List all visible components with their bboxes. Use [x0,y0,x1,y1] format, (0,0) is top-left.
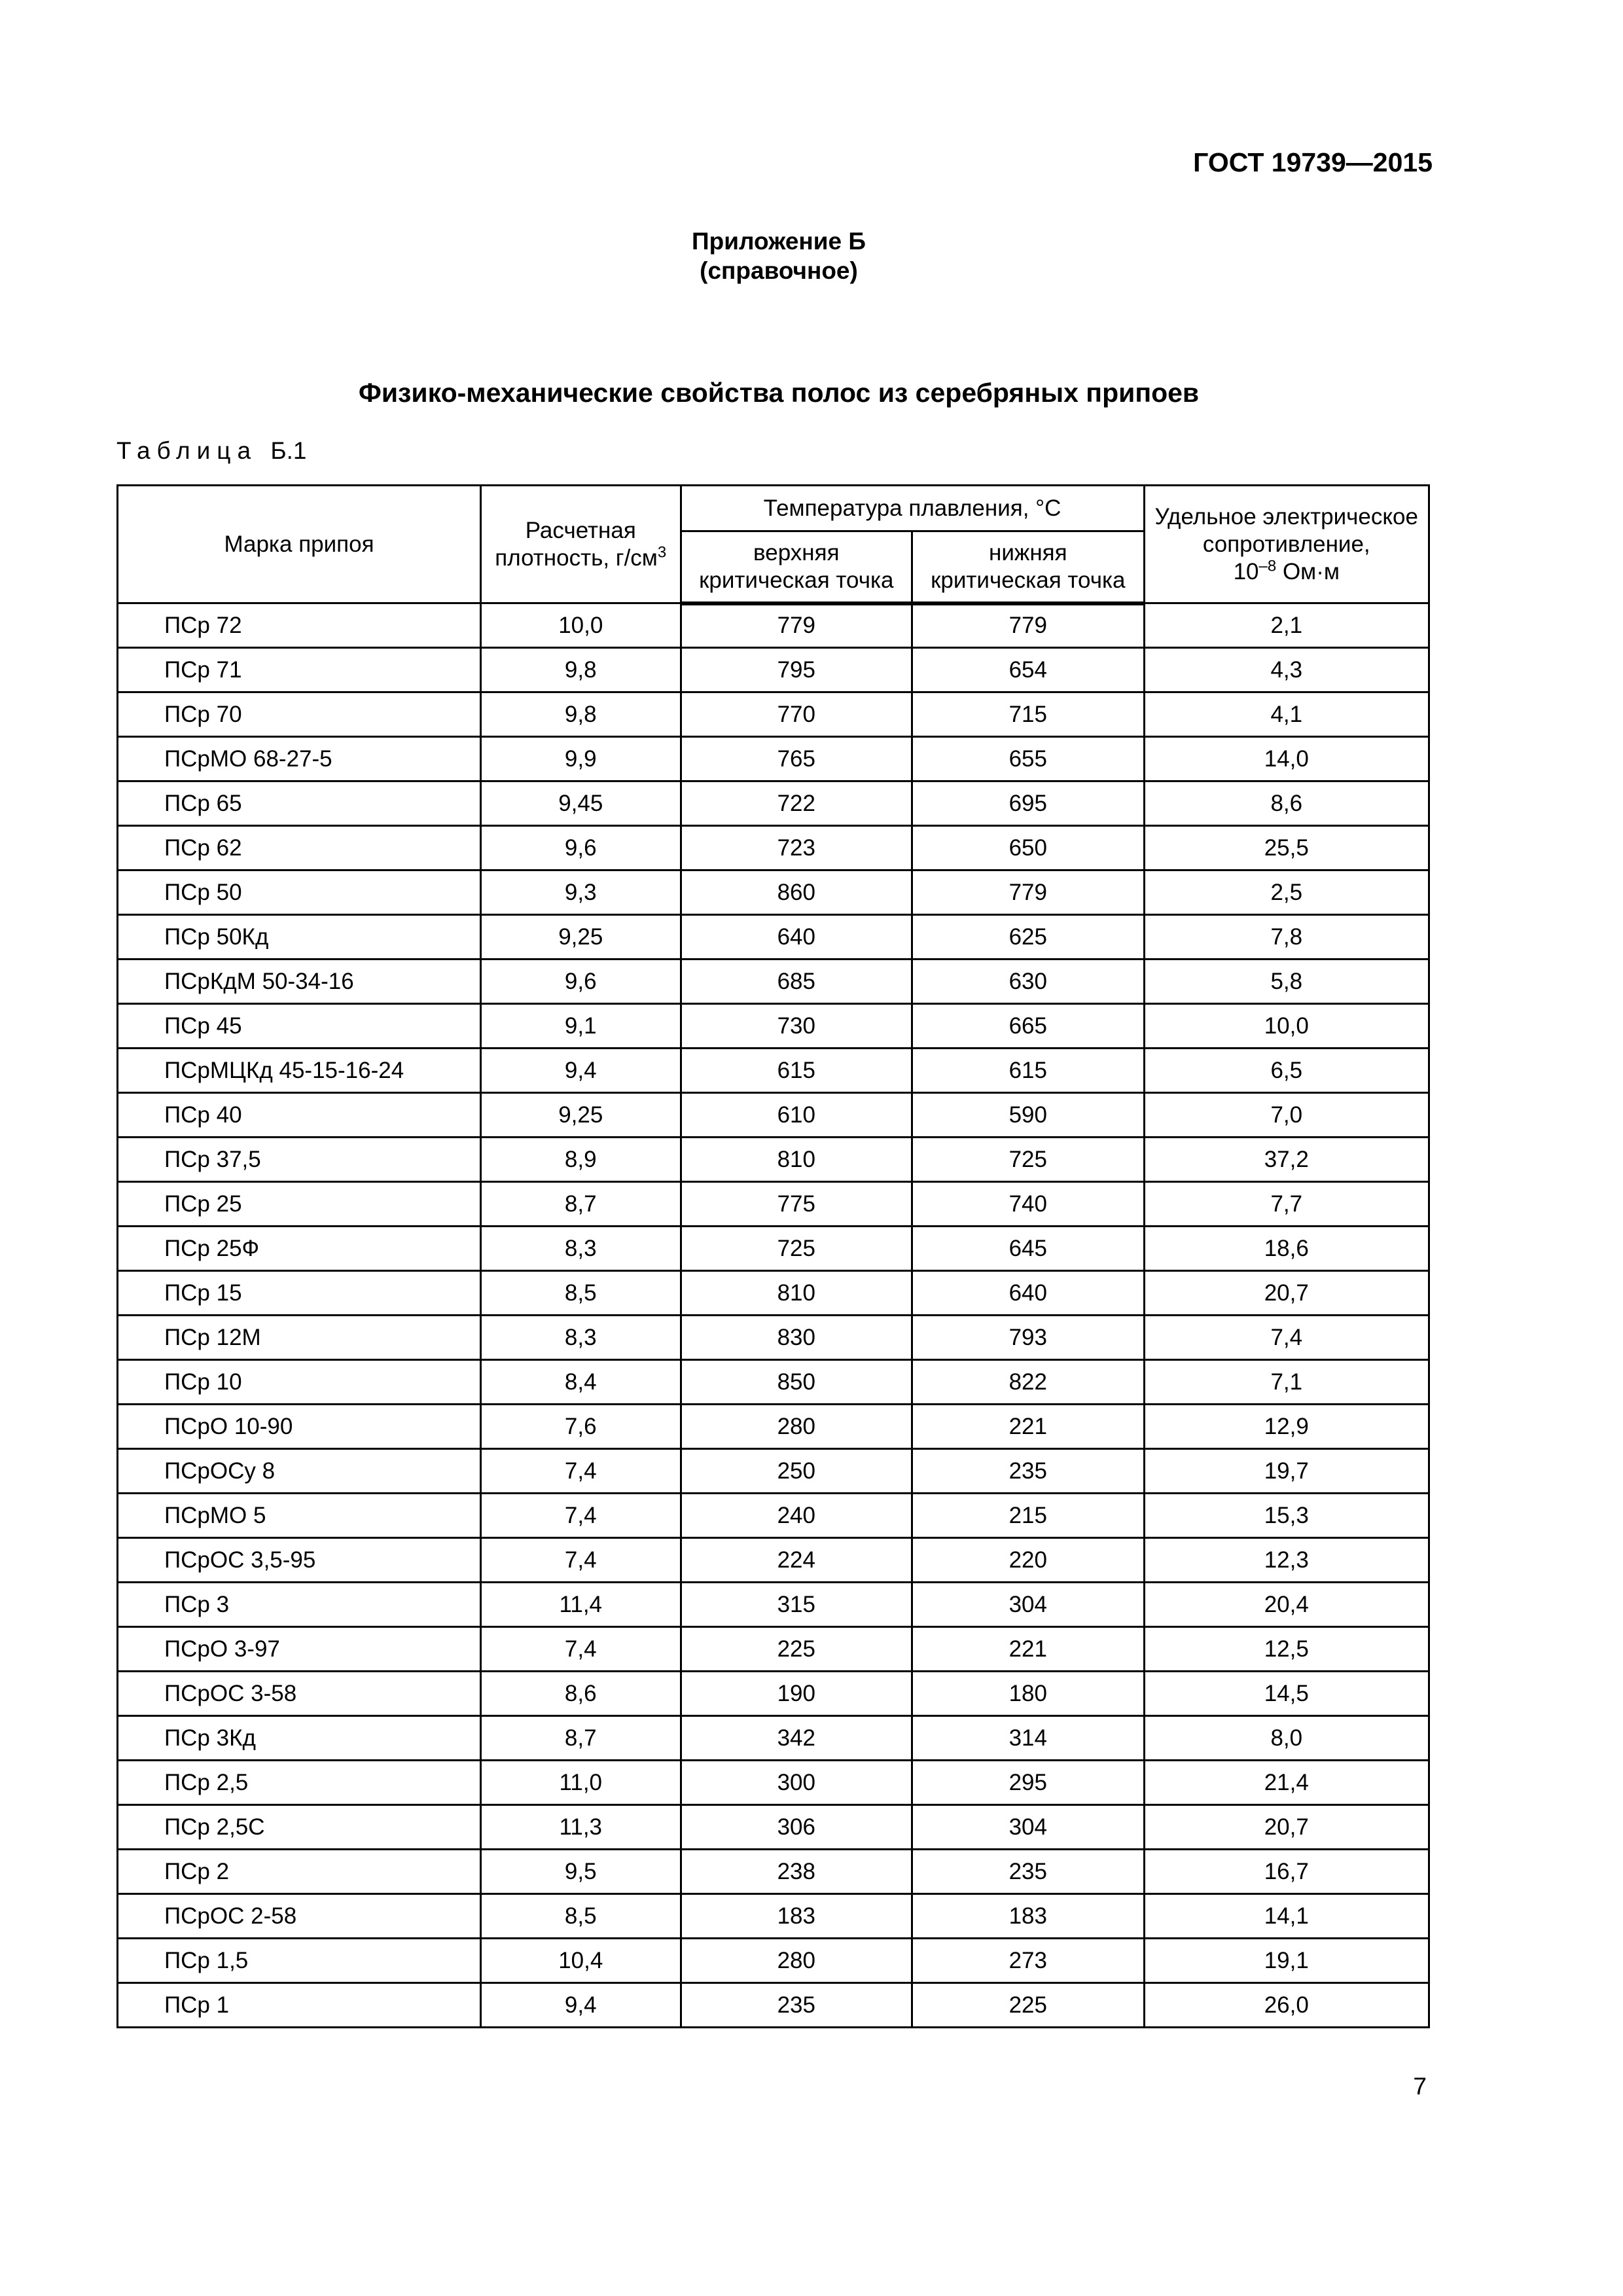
table-row [118,1494,1429,1538]
cell-resistivity: 2,5 [1144,870,1429,915]
cell-resistivity: 2,1 [1144,603,1429,648]
header-grade: Марка припоя [118,486,481,603]
cell-lower: 779 [912,603,1145,648]
cell-resistivity: 20,4 [1144,1583,1429,1627]
cell-lower: 793 [912,1316,1145,1360]
table-row [118,826,1429,870]
cell-upper: 615 [681,1049,912,1093]
cell-upper: 300 [681,1761,912,1805]
table-row [118,870,1429,915]
cell-resistivity: 10,0 [1144,1004,1429,1049]
table-row [118,1093,1429,1138]
cell-resistivity: 18,6 [1144,1227,1429,1271]
cell-upper: 765 [681,737,912,781]
standard-number: ГОСТ 19739—2015 [1193,147,1433,177]
cell-grade: ПСр 40 [118,1093,481,1138]
cell-density: 9,6 [480,960,681,1004]
cell-grade: ПСр 1 [118,1983,481,2028]
cell-density: 8,5 [480,1894,681,1939]
document-title: Физико-механические свойства полос из серебряных припоев [358,378,1200,408]
cell-grade: ПСр 50 [118,870,481,915]
cell-resistivity: 19,7 [1144,1449,1429,1494]
cell-upper: 779 [681,603,912,648]
cell-lower: 221 [912,1405,1145,1449]
cell-resistivity: 7,8 [1144,915,1429,960]
cell-resistivity: 26,0 [1144,1983,1429,2028]
header-melting-temperature: Температура плавления, °С [681,486,1144,531]
cell-upper: 640 [681,915,912,960]
cell-lower: 304 [912,1805,1145,1850]
cell-upper: 770 [681,692,912,737]
cell-grade: ПСр 25Ф [118,1227,481,1271]
cell-density: 9,9 [480,737,681,781]
cell-upper: 722 [681,781,912,826]
cell-upper: 850 [681,1360,912,1405]
table-label [116,437,307,465]
cell-upper: 225 [681,1627,912,1672]
cell-upper: 190 [681,1672,912,1716]
cell-grade: ПСрМО 5 [118,1494,481,1538]
cell-density: 7,4 [480,1494,681,1538]
table-row [118,1805,1429,1850]
cell-resistivity: 6,5 [1144,1049,1429,1093]
cell-grade: ПСрОС 3,5-95 [118,1538,481,1583]
cell-density: 11,3 [480,1805,681,1850]
cell-resistivity: 14,5 [1144,1672,1429,1716]
cell-grade: ПСр 1,5 [118,1939,481,1983]
cell-density: 11,4 [480,1583,681,1627]
cell-upper: 795 [681,648,912,692]
cell-density: 9,25 [480,915,681,960]
table-row [118,737,1429,781]
cell-density: 8,3 [480,1227,681,1271]
table-row [118,1227,1429,1271]
cell-density: 7,4 [480,1538,681,1583]
cell-upper: 240 [681,1494,912,1538]
cell-lower: 630 [912,960,1145,1004]
table-row [118,1316,1429,1360]
table-row [118,692,1429,737]
cell-grade: ПСр 2,5 [118,1761,481,1805]
table-row [118,1583,1429,1627]
table-row [118,1939,1429,1983]
cell-lower: 235 [912,1449,1145,1494]
cell-resistivity: 16,7 [1144,1850,1429,1894]
cell-lower: 645 [912,1227,1145,1271]
table-row [118,1894,1429,1939]
cell-grade: ПСр 62 [118,826,481,870]
table-row [118,1405,1429,1449]
cell-density: 8,9 [480,1138,681,1182]
cell-grade: ПСрО 3-97 [118,1627,481,1672]
cell-upper: 685 [681,960,912,1004]
cell-density: 7,4 [480,1449,681,1494]
cell-lower: 235 [912,1850,1145,1894]
cell-resistivity: 15,3 [1144,1494,1429,1538]
cell-grade: ПСр 70 [118,692,481,737]
cell-lower: 695 [912,781,1145,826]
properties-table [116,484,1430,2028]
cell-resistivity: 4,1 [1144,692,1429,737]
cell-grade: ПСр 72 [118,603,481,648]
cell-density: 10,0 [480,603,681,648]
cell-upper: 810 [681,1138,912,1182]
cell-density: 9,1 [480,1004,681,1049]
cell-lower: 180 [912,1672,1145,1716]
cell-upper: 860 [681,870,912,915]
cell-density: 9,6 [480,826,681,870]
cell-resistivity: 25,5 [1144,826,1429,870]
table-row [118,1983,1429,2028]
table-row [118,1004,1429,1049]
cell-lower: 225 [912,1983,1145,2028]
table-row [118,1850,1429,1894]
cell-resistivity: 7,4 [1144,1316,1429,1360]
table-body [118,603,1429,2028]
cell-lower: 822 [912,1360,1145,1405]
cell-grade: ПСрОС 3-58 [118,1672,481,1716]
cell-grade: ПСр 3Кд [118,1716,481,1761]
header-resistivity: Удельное электрическое сопротивление, $10^{-8}$ Ом·м [1144,486,1429,603]
cell-lower: 650 [912,826,1145,870]
table-row [118,1360,1429,1405]
cell-lower: 314 [912,1716,1145,1761]
cell-lower: 740 [912,1182,1145,1227]
cell-density: 8,7 [480,1716,681,1761]
header-upper-critical-point: верхняя критическая точка [681,531,912,603]
cell-upper: 830 [681,1316,912,1360]
cell-lower: 715 [912,692,1145,737]
cell-lower: 220 [912,1538,1145,1583]
cell-resistivity: 14,0 [1144,737,1429,781]
cell-lower: 590 [912,1093,1145,1138]
cell-grade: ПСр 65 [118,781,481,826]
cell-density: 7,6 [480,1405,681,1449]
cell-grade: ПСр 25 [118,1182,481,1227]
cell-lower: 625 [912,915,1145,960]
cell-resistivity: 12,9 [1144,1405,1429,1449]
cell-density: 9,4 [480,1983,681,2028]
cell-density: 7,4 [480,1627,681,1672]
cell-upper: 810 [681,1271,912,1316]
cell-lower: 655 [912,737,1145,781]
table-row [118,1049,1429,1093]
cell-resistivity: 12,5 [1144,1627,1429,1672]
cell-resistivity: 8,6 [1144,781,1429,826]
cell-upper: 723 [681,826,912,870]
cell-upper: 235 [681,1983,912,2028]
cell-upper: 238 [681,1850,912,1894]
cell-density: 8,5 [480,1271,681,1316]
cell-density: 8,7 [480,1182,681,1227]
cell-upper: 224 [681,1538,912,1583]
cell-upper: 730 [681,1004,912,1049]
cell-density: 9,4 [480,1049,681,1093]
cell-density: 8,3 [480,1316,681,1360]
cell-grade: ПСрОС 2-58 [118,1894,481,1939]
cell-density: 9,25 [480,1093,681,1138]
cell-grade: ПСрКдМ 50-34-16 [118,960,481,1004]
cell-grade: ПСрО 10-90 [118,1405,481,1449]
cell-resistivity: 8,0 [1144,1716,1429,1761]
table-row [118,1449,1429,1494]
cell-lower: 215 [912,1494,1145,1538]
cell-lower: 665 [912,1004,1145,1049]
cell-grade: ПСр 45 [118,1004,481,1049]
appendix-title: Приложение Б [692,228,866,255]
cell-density: 9,45 [480,781,681,826]
cell-lower: 273 [912,1939,1145,1983]
cell-upper: 342 [681,1716,912,1761]
header-density: Расчетная плотность, $г/см^3$ [480,486,681,603]
cell-upper: 315 [681,1583,912,1627]
cell-density: 9,8 [480,648,681,692]
cell-resistivity: 7,1 [1144,1360,1429,1405]
appendix-subtitle: (справочное) [700,257,858,284]
cell-resistivity: 4,3 [1144,648,1429,692]
table-row [118,960,1429,1004]
cell-density: 9,3 [480,870,681,915]
cell-grade: ПСр 3 [118,1583,481,1627]
cell-lower: 295 [912,1761,1145,1805]
cell-grade: ПСр 71 [118,648,481,692]
cell-grade: ПСрМО 68-27-5 [118,737,481,781]
cell-grade: ПСр 50Кд [118,915,481,960]
cell-resistivity: 12,3 [1144,1538,1429,1583]
cell-lower: 725 [912,1138,1145,1182]
cell-density: 9,5 [480,1850,681,1894]
cell-lower: 615 [912,1049,1145,1093]
cell-lower: 183 [912,1894,1145,1939]
table-row [118,781,1429,826]
table-row [118,1182,1429,1227]
cell-upper: 183 [681,1894,912,1939]
table-row [118,1672,1429,1716]
table-row [118,915,1429,960]
cell-resistivity: 20,7 [1144,1271,1429,1316]
cell-lower: 221 [912,1627,1145,1672]
cell-density: 11,0 [480,1761,681,1805]
cell-upper: 306 [681,1805,912,1850]
cell-density: 8,4 [480,1360,681,1405]
cell-resistivity: 7,0 [1144,1093,1429,1138]
table-row [118,1271,1429,1316]
table-label-word: Таблица [116,437,258,464]
cell-resistivity: 7,7 [1144,1182,1429,1227]
table-row [118,1716,1429,1761]
cell-grade: ПСр 2 [118,1850,481,1894]
cell-grade: ПСр 12М [118,1316,481,1360]
header-lower-critical-point: нижняя критическая точка [912,531,1145,603]
cell-resistivity: 37,2 [1144,1138,1429,1182]
cell-resistivity: 19,1 [1144,1939,1429,1983]
cell-density: 9,8 [480,692,681,737]
table-row [118,648,1429,692]
cell-density: 8,6 [480,1672,681,1716]
cell-upper: 280 [681,1939,912,1983]
cell-lower: 304 [912,1583,1145,1627]
cell-resistivity: 21,4 [1144,1761,1429,1805]
table-row [118,603,1429,648]
table-label-number: Б.1 [270,437,307,464]
table-row [118,1627,1429,1672]
cell-resistivity: 20,7 [1144,1805,1429,1850]
cell-upper: 250 [681,1449,912,1494]
table-row [118,1538,1429,1583]
cell-upper: 775 [681,1182,912,1227]
cell-density: 10,4 [480,1939,681,1983]
cell-resistivity: 14,1 [1144,1894,1429,1939]
cell-grade: ПСр 10 [118,1360,481,1405]
cell-grade: ПСрМЦКд 45-15-16-24 [118,1049,481,1093]
cell-lower: 779 [912,870,1145,915]
cell-grade: ПСр 15 [118,1271,481,1316]
table-row [118,1138,1429,1182]
cell-lower: 640 [912,1271,1145,1316]
cell-grade: ПСр 37,5 [118,1138,481,1182]
cell-upper: 280 [681,1405,912,1449]
cell-grade: ПСрОСу 8 [118,1449,481,1494]
cell-resistivity: 5,8 [1144,960,1429,1004]
page-number: 7 [1413,2073,1427,2100]
cell-upper: 725 [681,1227,912,1271]
cell-grade: ПСр 2,5С [118,1805,481,1850]
cell-lower: 654 [912,648,1145,692]
cell-upper: 610 [681,1093,912,1138]
table-row [118,1761,1429,1805]
